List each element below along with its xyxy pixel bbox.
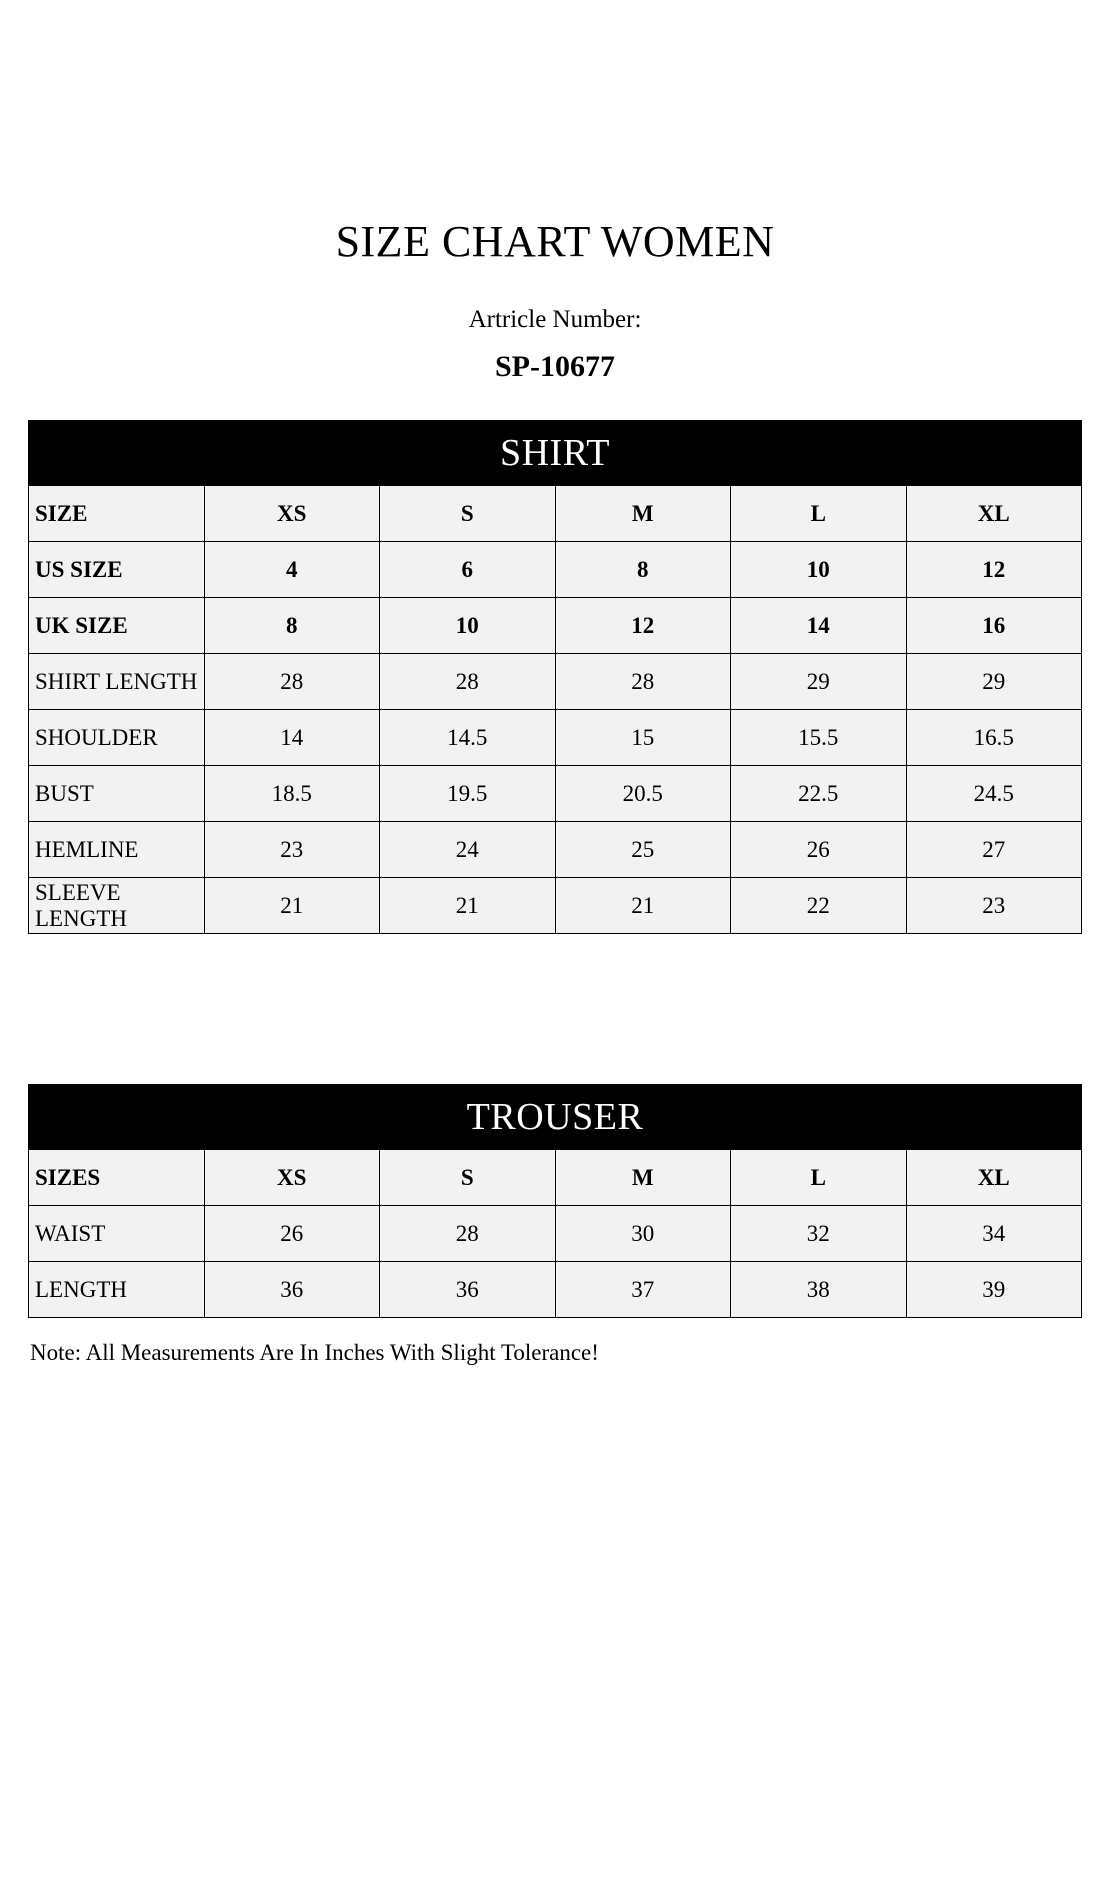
table-cell: 22 (731, 878, 907, 934)
table-cell: 25 (555, 822, 731, 878)
measurement-note: Note: All Measurements Are In Inches With Slight Tolerance! (30, 1340, 599, 1366)
trouser-size-table (28, 1084, 1082, 1318)
table-cell: XS (204, 1150, 380, 1206)
shirt-table-body (29, 421, 1082, 934)
table-cell: 8 (555, 542, 731, 598)
table-cell: 30 (555, 1206, 731, 1262)
table-cell: 28 (555, 654, 731, 710)
shirt-band-label: SHIRT (29, 421, 1082, 486)
row-label: BUST (29, 766, 205, 822)
table-cell: 14 (204, 710, 380, 766)
table-cell: 39 (906, 1262, 1082, 1318)
trouser-table-header-band (29, 1085, 1082, 1150)
table-cell: XS (204, 486, 380, 542)
row-label: HEMLINE (29, 822, 205, 878)
table-cell: L (731, 1150, 907, 1206)
table-row (29, 1206, 1082, 1262)
table-cell: 16 (906, 598, 1082, 654)
article-number-label: Artricle Number: (468, 306, 642, 334)
table-cell: 15 (555, 710, 731, 766)
table-cell: L (731, 486, 907, 542)
table-cell: 4 (204, 542, 380, 598)
table-row (29, 542, 1082, 598)
table-cell: 23 (906, 878, 1082, 934)
table-cell: 32 (731, 1206, 907, 1262)
table-cell: 16.5 (906, 710, 1082, 766)
table-cell: 20.5 (555, 766, 731, 822)
table-cell: 14.5 (380, 710, 556, 766)
table-cell: 15.5 (731, 710, 907, 766)
table-row (29, 822, 1082, 878)
row-label: SHIRT LENGTH (29, 654, 205, 710)
row-label: US SIZE (29, 542, 205, 598)
table-cell: 22.5 (731, 766, 907, 822)
table-cell: 21 (555, 878, 731, 934)
table-row (29, 598, 1082, 654)
table-cell: 29 (731, 654, 907, 710)
table-cell: S (380, 486, 556, 542)
table-cell: 27 (906, 822, 1082, 878)
table-cell: 26 (731, 822, 907, 878)
table-row (29, 486, 1082, 542)
table-cell: 36 (380, 1262, 556, 1318)
row-label: SIZE (29, 486, 205, 542)
trouser-band-label: TROUSER (29, 1085, 1082, 1150)
table-cell: 37 (555, 1262, 731, 1318)
table-row (29, 766, 1082, 822)
table-cell: M (555, 486, 731, 542)
page-title: SIZE CHART WOMEN (335, 217, 775, 266)
table-cell: 26 (204, 1206, 380, 1262)
table-cell: 23 (204, 822, 380, 878)
trouser-section (28, 1084, 1082, 1318)
table-cell: 12 (555, 598, 731, 654)
row-label: WAIST (29, 1206, 205, 1262)
shirt-section (28, 420, 1082, 934)
table-cell: 38 (731, 1262, 907, 1318)
size-chart-page (0, 218, 1110, 1883)
shirt-size-table (28, 420, 1082, 934)
table-cell: 24.5 (906, 766, 1082, 822)
row-label: LENGTH (29, 1262, 205, 1318)
table-cell: 12 (906, 542, 1082, 598)
table-cell: 36 (204, 1262, 380, 1318)
shirt-table-header-band (29, 421, 1082, 486)
table-row (29, 1150, 1082, 1206)
row-label: UK SIZE (29, 598, 205, 654)
row-label: SIZES (29, 1150, 205, 1206)
table-cell: XL (906, 1150, 1082, 1206)
table-cell: 28 (204, 654, 380, 710)
table-row (29, 710, 1082, 766)
table-cell: 14 (731, 598, 907, 654)
row-label: SLEEVE LENGTH (29, 878, 205, 934)
table-cell: 18.5 (204, 766, 380, 822)
row-label: SHOULDER (29, 710, 205, 766)
table-cell: 21 (204, 878, 380, 934)
table-cell: S (380, 1150, 556, 1206)
table-row (29, 654, 1082, 710)
table-cell: 24 (380, 822, 556, 878)
table-row (29, 1262, 1082, 1318)
table-cell: 19.5 (380, 766, 556, 822)
table-row (29, 878, 1082, 934)
table-cell: 10 (731, 542, 907, 598)
table-cell: 6 (380, 542, 556, 598)
article-number-value: SP-10677 (495, 350, 615, 384)
table-cell: 28 (380, 654, 556, 710)
table-cell: 10 (380, 598, 556, 654)
table-cell: 29 (906, 654, 1082, 710)
table-cell: 21 (380, 878, 556, 934)
table-cell: XL (906, 486, 1082, 542)
table-cell: 34 (906, 1206, 1082, 1262)
table-cell: 28 (380, 1206, 556, 1262)
table-cell: M (555, 1150, 731, 1206)
table-cell: 8 (204, 598, 380, 654)
trouser-table-body (29, 1085, 1082, 1318)
